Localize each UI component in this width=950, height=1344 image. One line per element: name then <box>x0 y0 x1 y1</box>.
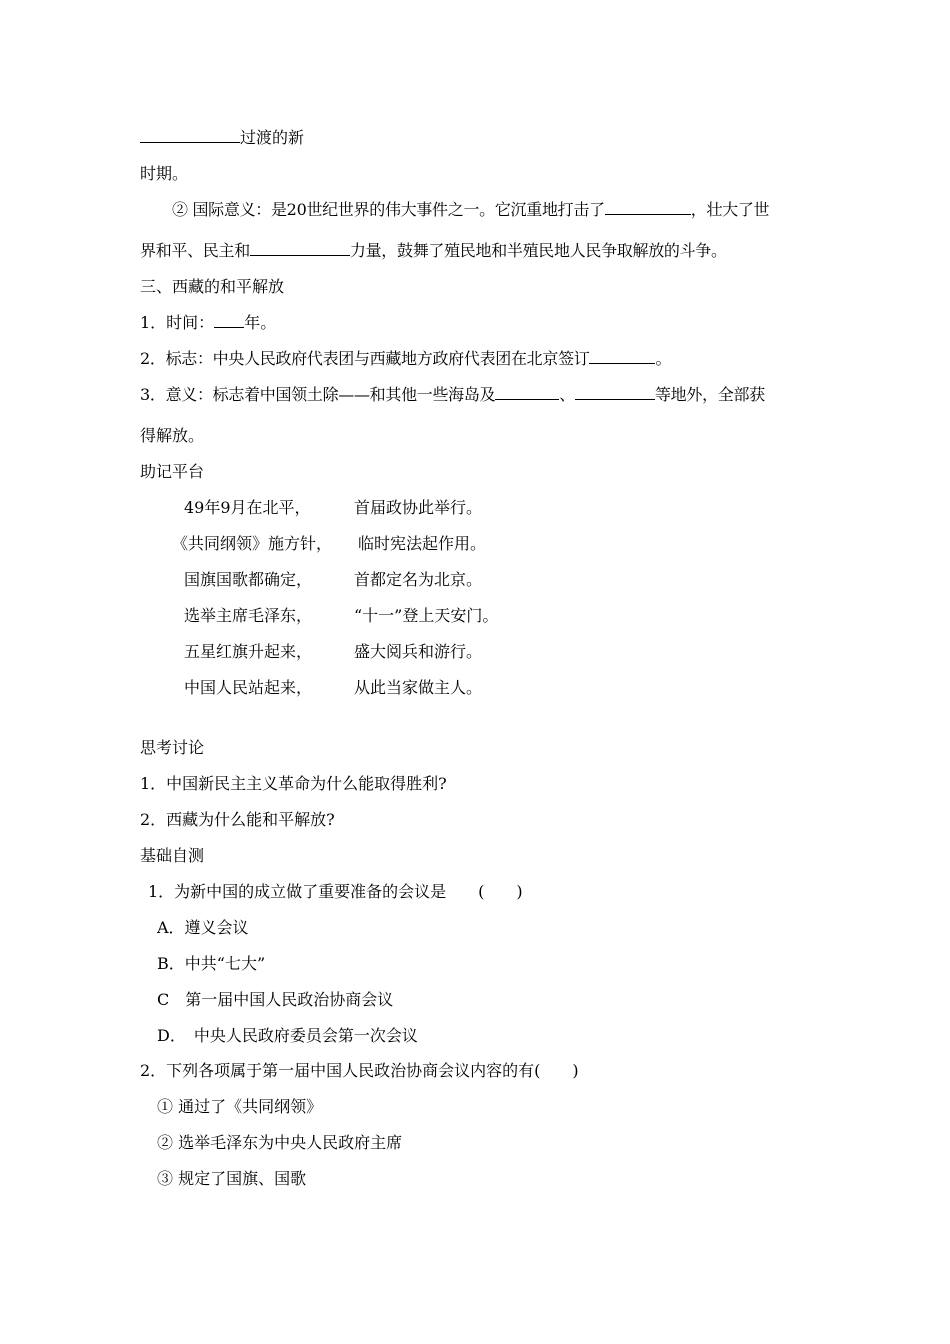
selftest-question-1: 1．为新中国的成立做了重要准备的会议是 ( ) <box>148 882 523 901</box>
mnemonic-left: 中国人民站起来， <box>184 678 313 697</box>
selftest-question-2: 2．下列各项属于第一届中国人民政治协商会议内容的有( ) <box>140 1061 579 1080</box>
mnemonic-left: 选举主席毛泽东， <box>184 606 313 625</box>
mnemonic-line <box>184 498 483 518</box>
answer-blank <box>589 349 655 364</box>
answer-blank <box>214 313 244 328</box>
intl-text-c: 界和平、民主和 <box>140 241 250 260</box>
answer-blank <box>140 128 240 143</box>
statement-item: ③ 规定了国旗、国歌 <box>157 1169 307 1188</box>
mnemonic-line <box>184 678 483 698</box>
answer-blank <box>605 200 691 215</box>
tibet-meaning-line-1 <box>140 385 765 405</box>
answer-blank <box>495 385 559 400</box>
mnemonic-right: 首届政协此举行。 <box>354 498 483 517</box>
transition-line <box>140 128 304 148</box>
mnemonic-line <box>184 642 483 662</box>
mnemonic-right: 临时宪法起作用。 <box>358 534 487 553</box>
mnemonic-right: 盛大阅兵和游行。 <box>354 642 483 661</box>
section-heading-tibet: 三、西藏的和平解放 <box>140 277 285 296</box>
tibet-meaning-line-2: 得解放。 <box>140 426 205 445</box>
tibet-mark-line <box>140 349 671 369</box>
answer-blank <box>575 385 655 400</box>
mnemonic-left: 《共同纲领》施方针， <box>172 534 333 553</box>
discussion-question-2: 2．西藏为什么能和平解放? <box>140 810 335 829</box>
discussion-question-1: 1．中国新民主主义革命为什么能取得胜利? <box>140 774 447 793</box>
tibet-meaning-text: 等地外，全部获 <box>654 385 765 404</box>
mnemonic-left: 国旗国歌都确定， <box>184 570 313 589</box>
mnemonic-line <box>184 570 483 590</box>
tibet-meaning-label: 3．意义：标志着中国领土除——和其他一些海岛及 <box>140 385 496 404</box>
answer-option: A．遵义会议 <box>157 918 249 937</box>
transition-text: 过渡的新 <box>240 128 305 147</box>
tibet-mark-label: 2．标志：中央人民政府代表团与西藏地方政府代表团在北京签订 <box>140 349 590 368</box>
intl-significance-line-1 <box>172 200 769 220</box>
answer-blank <box>250 241 350 256</box>
answer-option: C 第一届中国人民政治协商会议 <box>157 990 394 1009</box>
mnemonic-left: 49年9月在北平， <box>184 498 311 517</box>
selftest-heading: 基础自测 <box>140 846 205 865</box>
tibet-mark-suffix: 。 <box>655 349 672 368</box>
intl-text-a: ② 国际意义：是20世纪世界的伟大事件之一。它沉重地打击了 <box>172 200 605 219</box>
mnemonic-line <box>172 534 487 554</box>
mnemonic-line <box>184 606 499 626</box>
mnemonic-right: 首都定名为北京。 <box>354 570 483 589</box>
statement-item: ② 选举毛泽东为中央人民政府主席 <box>157 1133 403 1152</box>
mnemonic-left: 五星红旗升起来， <box>184 642 313 661</box>
intl-text-d: 力量，鼓舞了殖民地和半殖民地人民争取解放的斗争。 <box>349 241 727 260</box>
period-line: 时期。 <box>140 164 189 183</box>
statement-item: ① 通过了《共同纲领》 <box>157 1097 323 1116</box>
tibet-time-suffix: 年。 <box>244 313 277 332</box>
tibet-time-label: 1．时间： <box>140 313 215 332</box>
tibet-time-line <box>140 313 276 333</box>
tibet-meaning-sep: 、 <box>559 385 575 404</box>
mnemonic-heading: 助记平台 <box>140 462 205 481</box>
intl-text-b: ，壮大了世 <box>690 200 770 219</box>
intl-significance-line-2 <box>140 241 727 261</box>
answer-option: B．中共“七大” <box>157 954 266 973</box>
answer-option: D． 中央人民政府委员会第一次会议 <box>157 1026 418 1045</box>
mnemonic-right: 从此当家做主人。 <box>354 678 483 697</box>
discussion-heading: 思考讨论 <box>140 738 205 757</box>
mnemonic-right: “十一”登上天安门。 <box>354 606 499 625</box>
